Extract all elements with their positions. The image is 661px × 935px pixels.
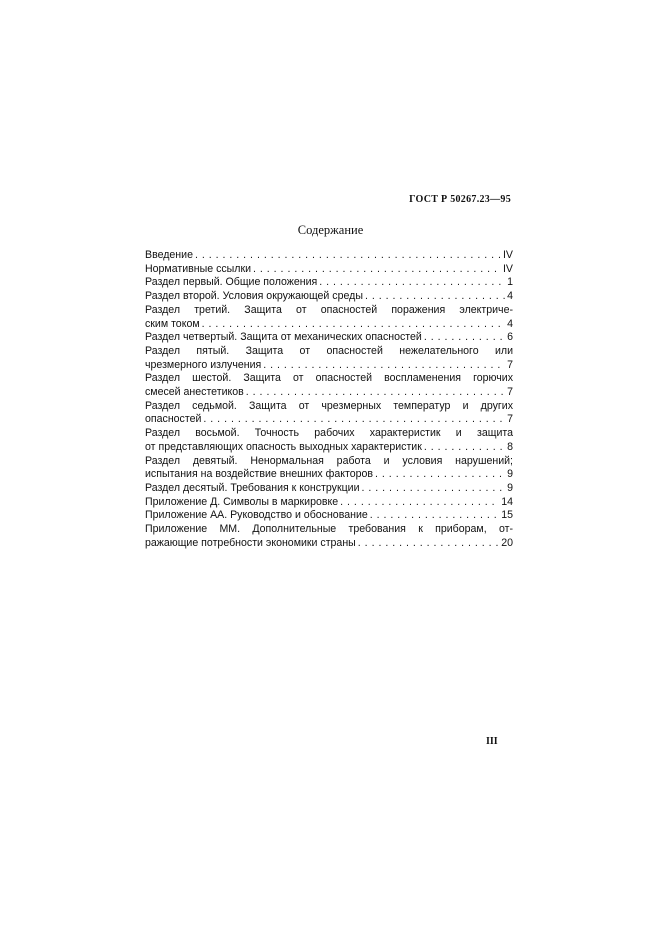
toc-entry-line [145,263,513,277]
toc-entry-line [145,372,513,386]
toc-entry-text: Нормативные ссылки [145,262,252,275]
toc-page-number: IV [502,249,513,261]
toc-page-number: 20 [501,536,513,549]
toc-entry-text: Раздел пятый. Защита от опасностей нежелательного или [145,344,513,357]
toc-page-number: 9 [507,468,513,481]
document-header: ГОСТ Р 50267.23—95 [409,194,511,205]
toc-entry-text: Раздел четвертый. Защита от механических опасностей [145,331,422,344]
table-of-contents [145,249,513,550]
dot-leader [370,509,499,523]
toc-entry [145,482,513,496]
toc-page-number: 6 [507,331,513,344]
toc-entry-line [145,386,513,400]
toc-entry-line [145,304,513,318]
toc-entry-text: испытания на воздействие внешних факторов [145,468,374,481]
dot-leader [375,468,505,482]
toc-entry-line [145,482,513,496]
toc-entry-line [145,359,513,373]
toc-entry [145,427,513,454]
toc-entry-line [145,427,513,441]
toc-entry [145,455,513,482]
toc-entry-text: Раздел второй. Условия окружающей среды [145,290,363,303]
toc-entry [145,345,513,372]
toc-entry [145,263,513,277]
toc-entry [145,304,513,331]
toc-entry-text: Раздел девятый. Ненормальная работа и условия нарушений; [145,454,513,467]
toc-entry-line [145,413,513,427]
toc-page-number: 7 [507,358,513,371]
toc-entry-line [145,331,513,345]
dot-leader [424,441,505,455]
toc-entry [145,509,513,523]
toc-entry-line [145,276,513,290]
toc-entry [145,290,513,304]
toc-entry [145,400,513,427]
toc-entry-text: Раздел первый. Общие положения [145,276,318,289]
toc-entry-text: Введение [145,249,193,261]
toc-page-number: 1 [507,276,513,289]
toc-entry-line [145,400,513,414]
toc-entry [145,496,513,510]
toc-page-number: 14 [501,495,513,508]
toc-entry-line [145,496,513,510]
toc-entry-text: от представляющих опасность выходных характеристик [145,440,422,453]
toc-entry-text: ским током [145,317,200,330]
toc-page-number: 4 [507,290,513,303]
toc-page-number: 4 [507,317,513,330]
toc-entry [145,249,513,263]
dot-leader [362,482,506,496]
dot-leader [365,290,505,304]
toc-entry-line [145,468,513,482]
toc-entry-line [145,345,513,359]
toc-entry-line [145,537,513,551]
page-title: Содержание [297,223,364,237]
dot-leader [424,331,505,345]
toc-page-number: 7 [507,386,513,399]
dot-leader [246,386,505,400]
toc-entry-text: Приложение АА. Руководство и обоснование [145,509,368,522]
toc-entry-text: смесей анестетиков [145,386,244,399]
toc-entry-text: Раздел десятый. Требования к конструкции [145,481,360,494]
toc-entry [145,523,513,550]
toc-entry-line [145,249,513,263]
toc-page-number: 15 [501,509,513,522]
toc-entry-text: опасностей [145,413,202,426]
dot-leader [319,276,505,290]
dot-leader [253,263,501,277]
toc-entry-line [145,455,513,469]
toc-entry [145,372,513,399]
toc-entry-text: Раздел восьмой. Точность рабочих характеристик и защита [145,427,513,440]
toc-entry-text: чрезмерного излучения [145,358,262,371]
toc-entry-text: Раздел седьмой. Защита от чрезмерных температур и других [145,399,513,412]
toc-entry-line [145,290,513,304]
toc-page-number: 9 [507,481,513,494]
toc-entry-text: ражающие потребности экономики страны [145,536,356,549]
toc-entry-text: Раздел третий. Защита от опасностей поражения электриче- [145,303,513,316]
toc-entry-line [145,509,513,523]
dot-leader [358,537,499,551]
toc-entry [145,331,513,345]
toc-page-number: 8 [507,440,513,453]
dot-leader [263,359,505,373]
page-number: III [486,736,498,747]
dot-leader [202,318,505,332]
toc-entry-text: Приложение Д. Символы в маркировке [145,495,339,508]
toc-page-number: 7 [507,413,513,426]
dot-leader [340,496,499,510]
toc-entry-line [145,441,513,455]
dot-leader [195,249,501,263]
toc-page-number: IV [502,262,513,275]
toc-entry-text: Приложение ММ. Дополнительные требования к приборам, от- [145,523,513,536]
dot-leader [203,413,505,427]
toc-entry-text: Раздел шестой. Защита от опасностей воспламенения горючих [145,372,513,385]
toc-entry-line [145,523,513,537]
toc-entry [145,276,513,290]
toc-entry-line [145,318,513,332]
